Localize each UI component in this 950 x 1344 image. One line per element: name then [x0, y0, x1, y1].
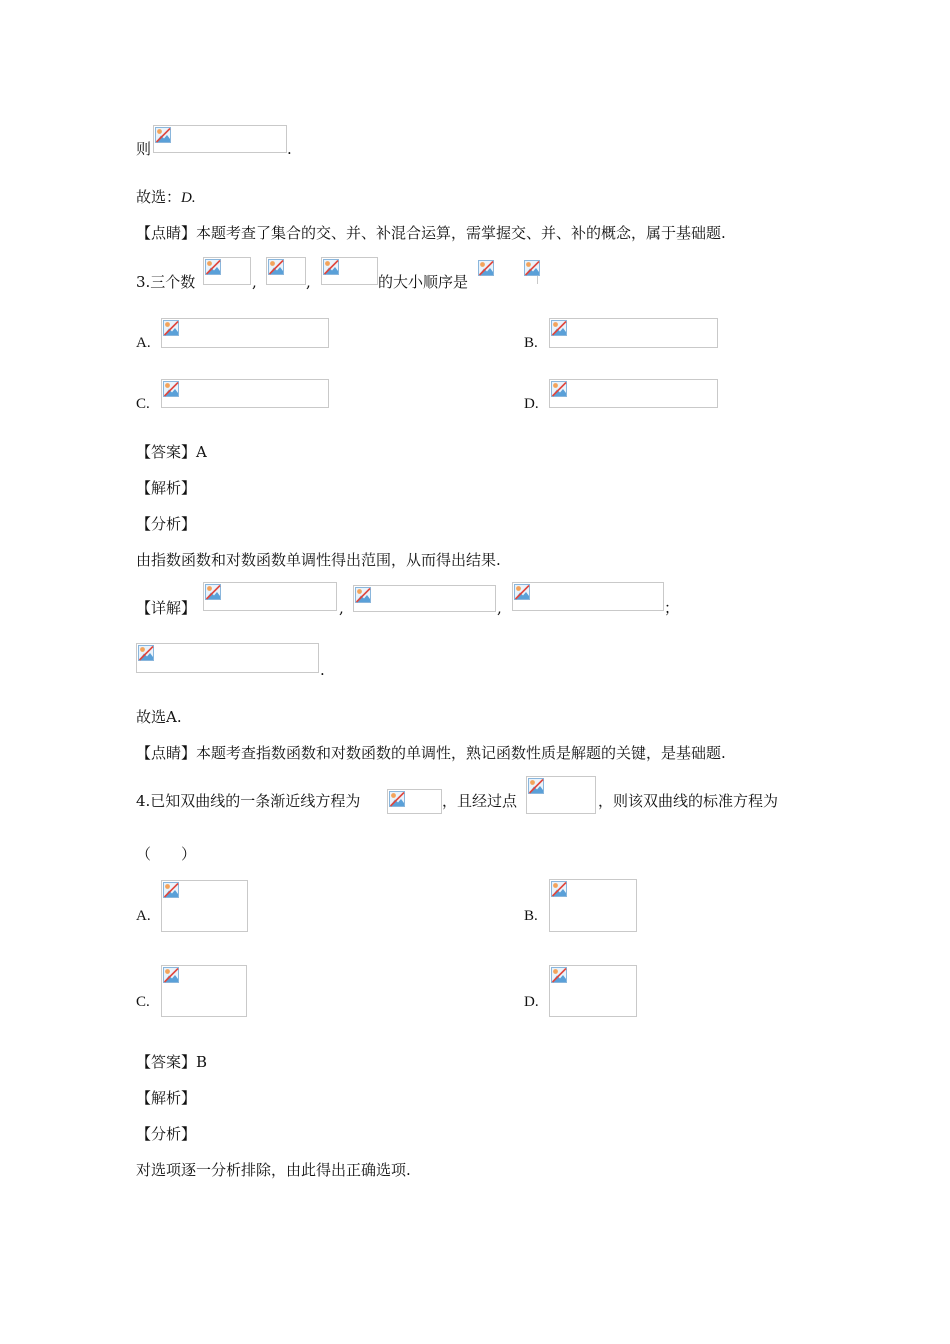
option-d-label: D.	[524, 396, 539, 412]
broken-image-icon	[138, 645, 154, 661]
option-a-label: A.	[136, 908, 151, 924]
formula-image	[526, 776, 596, 814]
broken-image-icon	[163, 967, 179, 983]
broken-image-icon	[155, 127, 171, 143]
punctuation: ,	[306, 273, 311, 291]
punctuation: ,	[339, 599, 344, 617]
question-stem: 3.三个数	[136, 273, 196, 291]
fenxi-text: 对选项逐一分析排除，由此得出正确选项.	[136, 1161, 411, 1179]
broken-image-icon	[389, 791, 405, 807]
formula-image	[512, 582, 664, 611]
conclusion-letter: D.	[181, 190, 196, 206]
broken-image-icon	[528, 778, 544, 794]
formula-image	[153, 125, 287, 153]
formula-image	[353, 585, 496, 612]
option-d-image	[549, 379, 718, 408]
broken-image-icon	[163, 882, 179, 898]
option-a-image	[161, 880, 248, 932]
option-a-label: A.	[136, 335, 151, 351]
broken-image-icon	[524, 260, 540, 276]
question-stem: 4.已知双曲线的一条渐近线方程为	[136, 792, 361, 810]
broken-image-icon	[163, 381, 179, 397]
punctuation: .	[320, 661, 325, 679]
formula-image	[478, 260, 494, 284]
question-stem: ，则该双曲线的标准方程为	[598, 792, 779, 810]
fenxi-heading: 【分析】	[136, 1125, 197, 1143]
broken-image-icon	[205, 584, 221, 600]
broken-image-icon	[551, 881, 567, 897]
option-a-image	[161, 318, 329, 348]
broken-image-icon	[163, 320, 179, 336]
answer-line: 【答案】A	[136, 443, 207, 461]
formula-image	[136, 643, 319, 673]
punctuation: ；	[664, 599, 680, 617]
broken-image-icon	[551, 320, 567, 336]
broken-image-icon	[323, 259, 339, 275]
option-c-image	[161, 965, 247, 1017]
dianjing-paragraph: 【点睛】本题考查了集合的交、并、补混合运算，需掌握交、并、补的概念，属于基础题.	[136, 224, 726, 242]
ze-text: 则	[136, 140, 152, 158]
broken-image-icon	[478, 260, 494, 276]
fenxi-heading: 【分析】	[136, 515, 197, 533]
dianjing-paragraph: 【点睛】本题考查指数函数和对数函数的单调性，熟记函数性质是解题的关键，是基础题.	[136, 744, 726, 762]
option-d-label: D.	[524, 994, 539, 1010]
formula-image	[266, 257, 306, 285]
punctuation: ,	[497, 599, 502, 617]
broken-image-icon	[205, 259, 221, 275]
punctuation: ,	[252, 273, 257, 291]
jiexi-heading: 【解析】	[136, 479, 197, 497]
formula-image	[321, 257, 378, 285]
broken-image-icon	[551, 967, 567, 983]
formula-image	[524, 260, 538, 284]
conclusion-text	[136, 188, 196, 207]
jiexi-heading: 【解析】	[136, 1089, 197, 1107]
option-d-image	[549, 965, 637, 1017]
option-c-image	[161, 379, 329, 408]
broken-image-icon	[514, 584, 530, 600]
broken-image-icon	[268, 259, 284, 275]
fenxi-text: 由指数函数和对数函数单调性得出范围，从而得出结果.	[136, 551, 501, 569]
broken-image-icon	[355, 587, 371, 603]
formula-image	[203, 257, 251, 285]
question-stem: 的大小顺序是	[378, 273, 469, 291]
xiangjie-heading: 【详解】	[136, 599, 197, 617]
punctuation: .	[287, 140, 292, 158]
formula-image	[387, 789, 442, 814]
broken-image-icon	[551, 381, 567, 397]
option-b-image	[549, 879, 637, 932]
option-b-image	[549, 318, 718, 348]
option-b-label: B.	[524, 335, 538, 351]
conclusion-text: 故选A.	[136, 708, 182, 726]
formula-image	[203, 582, 337, 611]
answer-paren: （ ）	[136, 845, 197, 863]
option-c-label: C.	[136, 994, 150, 1010]
option-c-label: C.	[136, 396, 150, 412]
option-b-label: B.	[524, 908, 538, 924]
answer-line: 【答案】B	[136, 1053, 208, 1071]
question-stem: ，且经过点	[442, 792, 518, 810]
conclusion-prefix: 故选：	[136, 188, 182, 206]
